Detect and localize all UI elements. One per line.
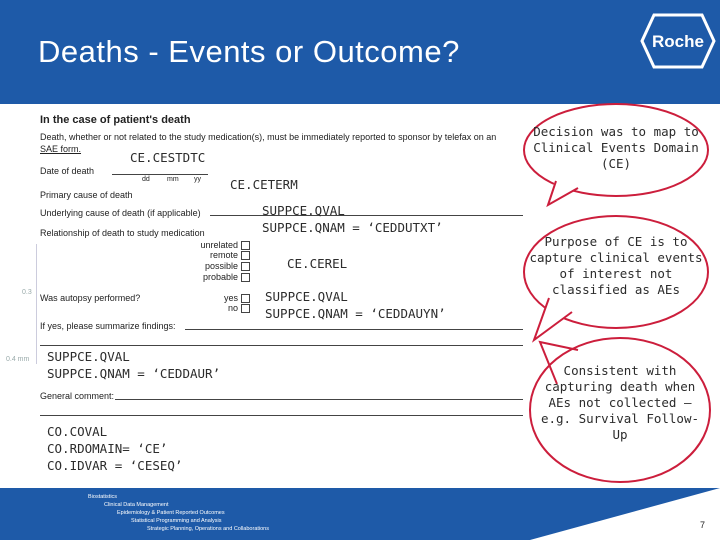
annotation-qnam-2: SUPPCE.QNAM = ‘CEDDAUYN’ xyxy=(265,306,446,321)
option-yes-label: yes xyxy=(223,293,238,303)
autopsy-label: Was autopsy performed? xyxy=(40,293,141,303)
callout-3-line-1: Consistent with xyxy=(563,363,677,378)
callout-2-line-2: capture clinical events xyxy=(529,250,703,265)
annotation-idvar: CO.IDVAR = ‘CESEQ’ xyxy=(47,458,183,473)
general-comment-label: General comment: xyxy=(40,391,115,401)
footer-line-3: Epidemiology & Patient Reported Outcomes xyxy=(117,510,225,516)
callout-text-3 xyxy=(534,363,706,443)
callout-1-line-1: Decision was to map to xyxy=(533,124,699,139)
callout-2-line-4: classified as AEs xyxy=(552,282,680,297)
date-part-mm: mm xyxy=(167,176,179,183)
callout-3-line-2: capturing death when xyxy=(544,379,696,394)
footer-wedge xyxy=(530,488,720,540)
svg-text:Roche: Roche xyxy=(652,32,704,51)
annotation-cerel: CE.CEREL xyxy=(287,256,348,271)
callout-1-line-2: Clinical Events Domain xyxy=(533,140,699,155)
callout-2-line-3: of interest not xyxy=(559,266,673,281)
option-no-label: no xyxy=(227,303,238,313)
footer-line-4: Statistical Programming and Analysis xyxy=(131,518,222,524)
date-part-yy: yy xyxy=(194,176,201,183)
callout-3-line-4: e.g. Survival Follow- xyxy=(540,411,700,426)
instruction-line-2: SAE form. xyxy=(40,144,82,154)
relationship-label: Relationship of death to study medication xyxy=(40,228,205,238)
annotation-qval-3: SUPPCE.QVAL xyxy=(47,349,130,364)
footer-line-1: Biostatistics xyxy=(88,494,118,500)
callout-text-2 xyxy=(526,234,706,298)
findings-label: If yes, please summarize findings: xyxy=(40,321,176,331)
footer-line-5: Strategic Planning, Operations and Collaborations xyxy=(147,526,269,532)
page-number: 7 xyxy=(700,520,706,530)
page-title: Deaths - Events or Outcome? xyxy=(38,34,460,69)
ruler-mark-1: 0.3 xyxy=(22,289,32,296)
callout-text-1 xyxy=(526,124,706,172)
form-heading: In the case of patient's death xyxy=(40,114,191,126)
annotation-cestdtc: CE.CESTDTC xyxy=(130,150,206,165)
annotation-qnam-3: SUPPCE.QNAM = ‘CEDDAUR’ xyxy=(47,366,221,381)
primary-cause-label: Primary cause of death xyxy=(40,190,133,200)
underlying-cause-label: Underlying cause of death (if applicable) xyxy=(40,208,201,218)
annotation-qval-2: SUPPCE.QVAL xyxy=(265,289,348,304)
date-part-dd: dd xyxy=(142,176,150,183)
footer-line-2: Clinical Data Management xyxy=(104,502,169,508)
annotation-qnam-1: SUPPCE.QNAM = ‘CEDDUTXT’ xyxy=(262,220,443,235)
annotation-ceterm: CE.CETERM xyxy=(230,177,298,192)
callout-2-line-1: Purpose of CE is to xyxy=(544,234,688,249)
annotation-coval: CO.COVAL xyxy=(47,424,108,439)
instruction-line-1: Death, whether or not related to the study medication(s), must be immediately reported to sponsor by telefax on an xyxy=(40,132,497,142)
option-possible-label: possible xyxy=(204,261,238,271)
option-probable-label: probable xyxy=(202,272,238,282)
callout-1-line-3: (CE) xyxy=(600,156,632,171)
option-remote-label: remote xyxy=(209,250,238,260)
ruler-mark-2: 0.4 mm xyxy=(6,356,30,363)
date-of-death-label: Date of death xyxy=(40,166,95,176)
callout-3-line-3: AEs not collected – xyxy=(548,395,692,410)
annotation-rdomain: CO.RDOMAIN= ‘CE’ xyxy=(47,441,168,456)
annotation-qval-1: SUPPCE.QVAL xyxy=(262,203,345,218)
callout-3-line-5: Up xyxy=(612,427,628,442)
option-unrelated-label: unrelated xyxy=(200,240,238,250)
